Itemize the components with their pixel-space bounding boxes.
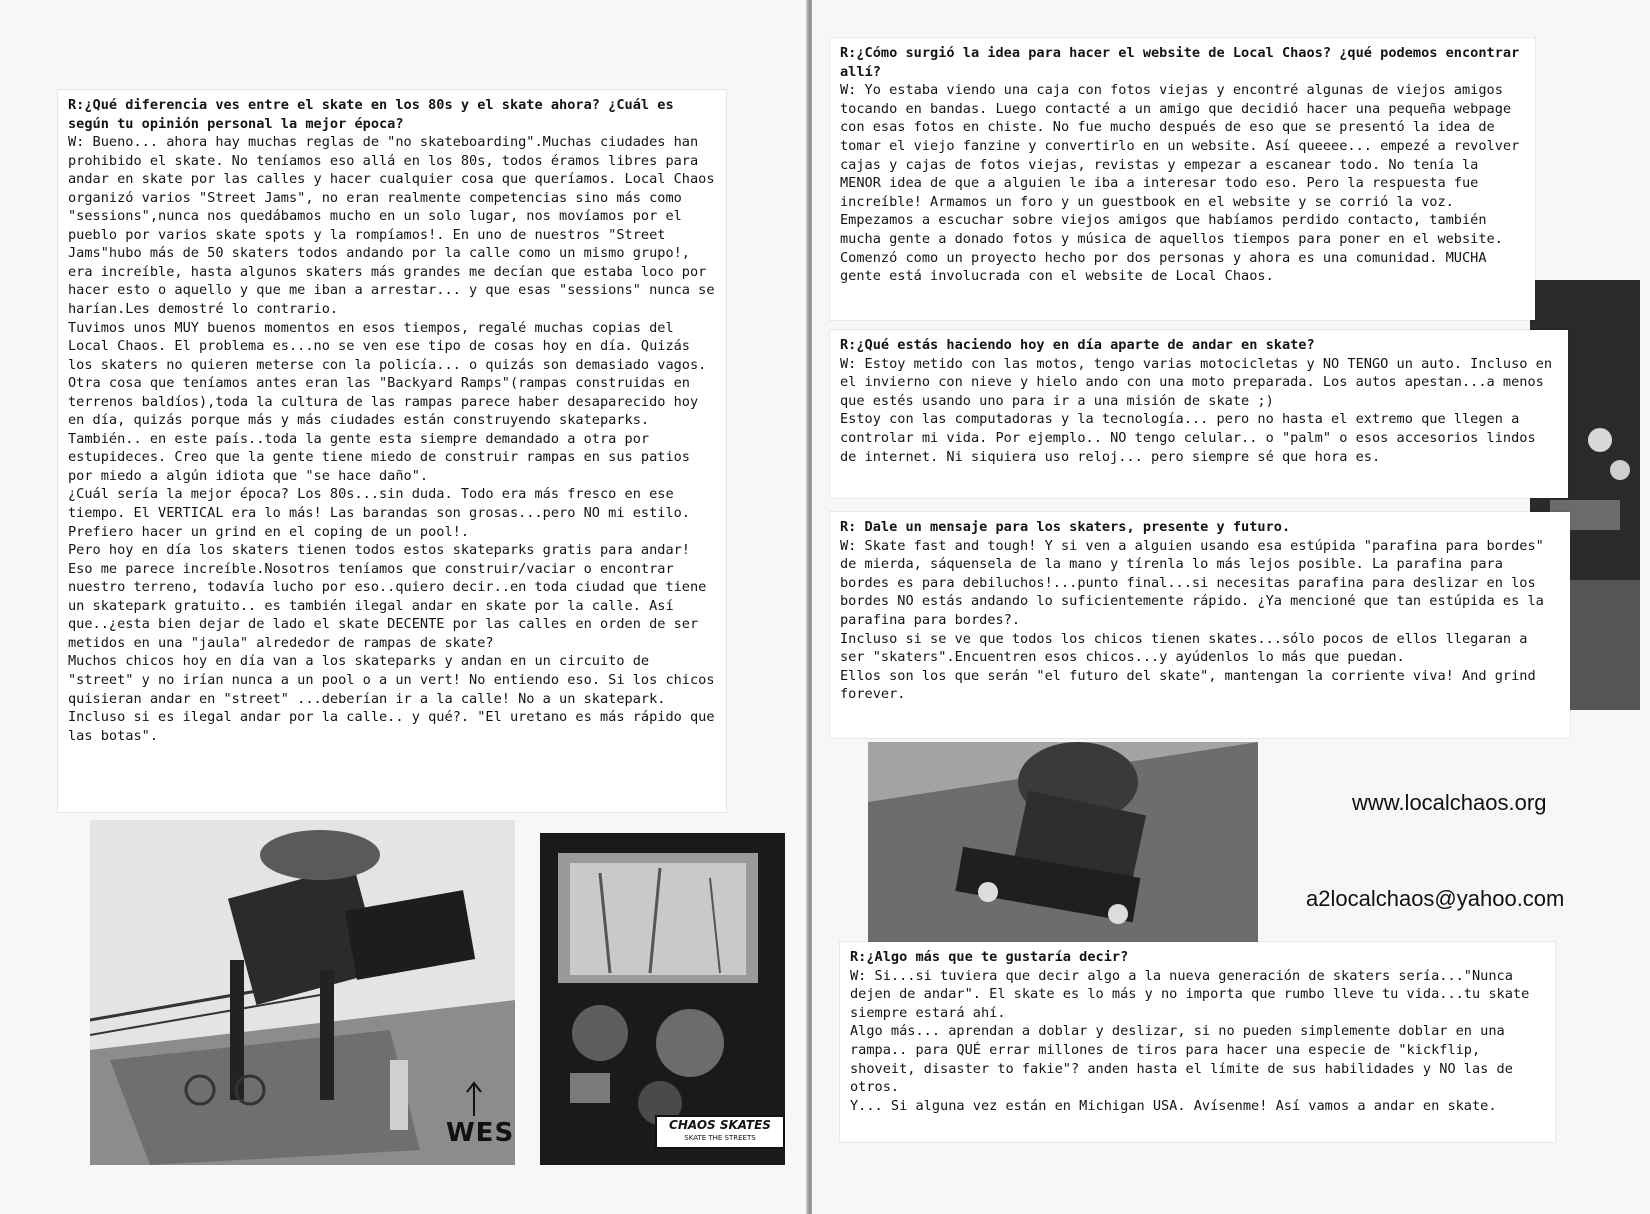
right-page [812, 0, 1650, 1214]
question-text: R:¿Qué estás haciendo hoy en día aparte de andar en skate? [840, 337, 1315, 353]
skater-photo-graphic [90, 820, 515, 1165]
section-today [830, 330, 1568, 498]
answer-text [840, 355, 1558, 467]
answer-paragraph: W: Bueno... ahora hay muchas reglas de "no skateboarding".Muchas ciudades han prohibido el skate. No teníamos eso allá en los 80s, todos éramos libres para andar en skate por las calles y hacer cualquier cosa que queríamos. Local Chaos organizó varios "Street Jams", no eran realmente competencias sino más como "sessions",nunca nos quedábamos mucho en un solo lugar, nos movíamos por el pueblo por varios skate spots y la rompíamos!. En uno de nuestros "Street Jams"hubo más de 50 skaters todos andando por la calle como un mismo grupo!, era increíble, hasta algunos skaters más grandes me decían que estaba loco por hacer esto o aquello y que me iban a arrestar... y que esas "sessions" nunca se harían.Les demostré lo contrario. [68, 134, 715, 318]
answer-paragraph: Ellos son los que serán "el futuro del skate", mantengan la corriente viva! And grind forever. [840, 667, 1536, 703]
answer-paragraph: Pero hoy en día los skaters tienen todos estos skateparks gratis para andar! Eso me parece increíble.Nosotros teníamos que construir/vaciar o encontrar nuestro terreno, todavía lucho por eso..quiero decir..en toda ciudad que tiene un skatepark gratuito.. es también ilegal andar en skate por la calle. Así que..¿esta bien dejar de lado el skate DECENTE por las calles en orden de ser metidos en una "jaula" alrededor de rampas de skate? [68, 542, 707, 651]
answer-paragraph: ¿Cuál sería la mejor época? Los 80s...sin duda. Todo era más fresco en ese tiempo. El VERTICAL era lo más! Las barandas son grosas...pero NO mi estilo. Prefiero hacer un grind en el coping de un pool!. [68, 486, 690, 540]
question-text: R:¿Qué diferencia ves entre el skate en los 80s y el skate ahora? ¿Cuál es según tu opinión personal la mejor época? [68, 97, 674, 132]
answer-paragraph: W: Si...si tuviera que decir algo a la nueva generación de skaters sería..."Nunca dejen de andar". El skate es lo más y no importa que rumbo lleve tu vida...tu skate siempre estará ahí. [850, 967, 1530, 1021]
stamp-subtitle: SKATE THE STREETS [684, 1134, 756, 1142]
section-website [830, 38, 1535, 320]
answer-paragraph: Tuvimos unos MUY buenos momentos en esos tiempos, regalé muchas copias del Local Chaos. El problema es...no se ven ese tipo de cosas hoy en día. Quizás los skaters no quieren meterse con la policía... o quizás son demasiado vagos. [68, 319, 707, 373]
left-page [0, 0, 808, 1214]
photo-caption-wes: WES [446, 1118, 515, 1148]
answer-text [68, 133, 716, 745]
skater-photo-ramp [868, 742, 1258, 942]
stamp-title: CHAOS SKATES [669, 1118, 771, 1132]
skater-photo-wes [90, 820, 515, 1165]
ramp-photo-graphic [868, 742, 1258, 942]
answer-paragraph: Y... Si alguna vez están en Michigan USA. Avísenme! Así vamos a andar en skate. [850, 1097, 1497, 1114]
answer-text [840, 81, 1525, 286]
answer-paragraph: W: Estoy metido con las motos, tengo varias motocicletas y NO TENGO un auto. Incluso en el invierno con nieve y hielo ando con una moto preparada. Los autos apestan...a menos que estés usando uno para ir a una misión de skate ;) [840, 355, 1553, 409]
answer-paragraph: W: Skate fast and tough! Y si ven a alguien usando esa estúpida "parafina para bordes" de mierda, sáquensela de la mano y tírenla lo más lejos posible. La parafina para bordes es para debiluchos!...punto final...si necesitas parafina para deslizar en los bordes NO estás andando lo suficientemente rápido. ¿Ya mencioné que tan estúpida es la parafina para bordes?. [840, 537, 1544, 628]
answer-paragraph: Muchos chicos hoy en día van a los skateparks y andan en un circuito de "street" y no irían nunca a un pool o a un vert! No entiendo eso. Si los chicos quisieran andar en "street" ...deberían ir a la calle! No a un skatepark. Incluso si es ilegal andar por la calle.. y qué?. "El uretano es más rápido que las botas". [68, 653, 715, 744]
answer-text [850, 967, 1545, 1116]
answer-paragraph: Otra cosa que teníamos antes eran las "Backyard Ramps"(rampas construidas en terrenos baldíos),toda la cultura de las rampas parece haber desaparecido hoy en día, quizás porque más y más ciudades están construyendo skateparks. También.. en este país..toda la gente esta siempre demandado a otra por estupideces. Creo que la gente tiene miedo de construir rampas en sus patios por miedo a algún idiota que "se hace daño". [68, 375, 699, 484]
answer-paragraph: W: Yo estaba viendo una caja con fotos viejas y encontré algunas de viejos amigos tocando en bandas. Luego contacté a un amigo que decidió hacer una pequeña webpage con esas fotos en chiste. No fue mucho después de eso que se presentó la idea de tomar el viejo fanzine y convertirlo en un website. Así queeee... empezé a revolver cajas y cajas de fotos viejas, revistas y empezar a escanear todo. No tenía la MENOR idea de que a alguien le iba a interesar todo eso. Pero la respuesta fue increíble! Armamos un foro y un guestbook en el website y se corrió la voz. Empezamos a escuchar sobre viejos amigos que habíamos perdido contacto, también mucha gente a donado fotos y música de aquellos tiempos para poner en el website. Comenzó como un proyecto hecho por dos personas y ahora es una comunidad. MUCHA gente está involucrada con el website de Local Chaos. [840, 82, 1520, 285]
question-text: R:¿Algo más que te gustaría decir? [850, 949, 1129, 965]
answer-text [840, 537, 1560, 704]
answer-paragraph: Incluso si se ve que todos los chicos tienen skates...sólo pocos de ellos llegaran a ser "skaters".Encuentren esos chicos...y ayúdenlos lo más que puedan. [840, 630, 1528, 666]
section-anything-else [840, 942, 1555, 1142]
chaos-skates-stamp [655, 1115, 785, 1149]
section-message [830, 512, 1570, 738]
answer-paragraph: Estoy con las computadoras y la tecnología... pero no hasta el extremo que llegen a controlar mi vida. Por ejemplo.. NO tengo celular.. o "palm" o esos accesorios lindos de internet. Ni siquiera uso reloj... pero siempre sé que hora es. [840, 411, 1536, 465]
answer-paragraph: Algo más... aprendan a doblar y deslizar, si no pueden simplemente doblar en una rampa.. para QUÉ errar millones de tiros para hacer una especie de "kickflip, shoveit, disaster to fakie"? anden hasta el límite de sus habilidades y NO las de otros. [850, 1023, 1513, 1096]
email-link[interactable]: a2localchaos@yahoo.com [1306, 886, 1565, 911]
website-link[interactable]: www.localchaos.org [1352, 790, 1547, 815]
question-text: R:¿Cómo surgió la idea para hacer el website de Local Chaos? ¿qué podemos encontrar allí? [840, 45, 1520, 80]
caption-arrow-icon [464, 1080, 484, 1118]
question-text: R: Dale un mensaje para los skaters, presente y futuro. [840, 519, 1291, 535]
interview-block-left [58, 90, 726, 812]
